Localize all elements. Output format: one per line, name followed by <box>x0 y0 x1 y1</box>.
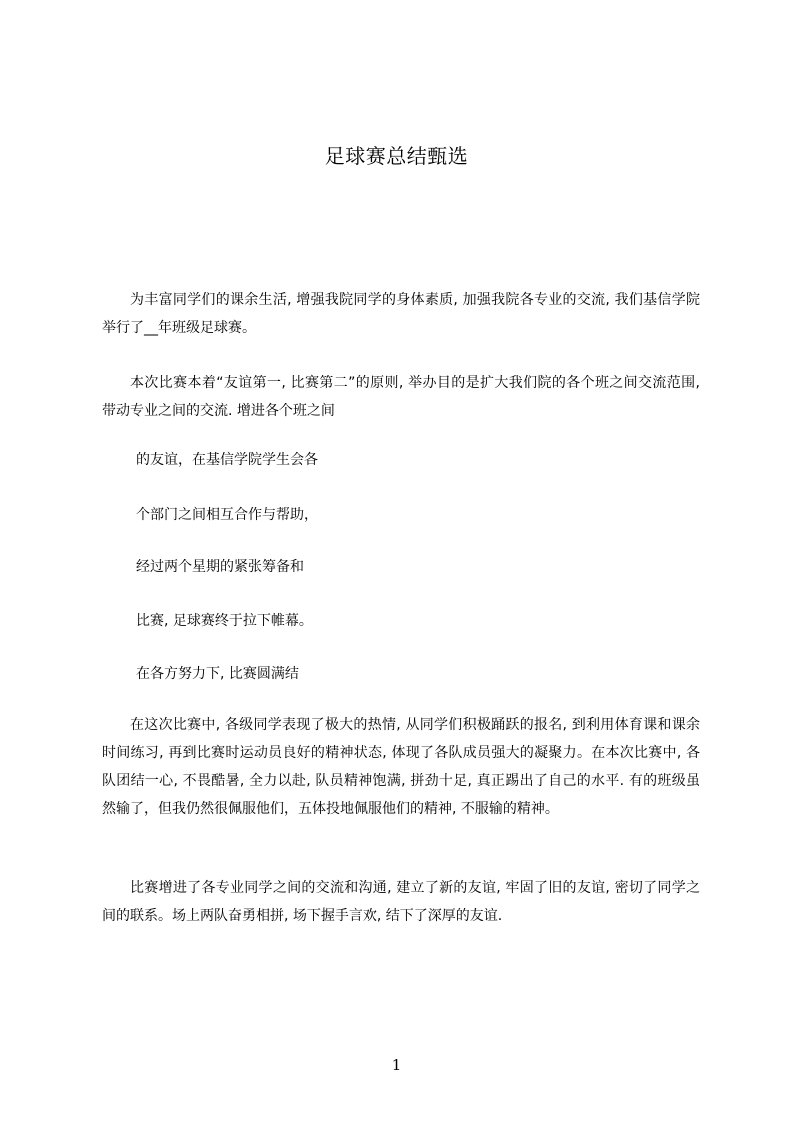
paragraph-principle: 本次比赛本着“友谊第一, 比赛第二”的原则, 举办目的是扩大我们院的各个班之间交流范围, 带动专业之间的交流. 增进各个班之间 <box>102 375 700 419</box>
text-line: 的友谊，在基信学院学生会各 <box>136 452 318 468</box>
text-line: 比赛, 足球赛终于拉下帷幕。 <box>136 613 313 629</box>
paragraph-conclusion: 比赛增进了各专业同学之间的交流和沟通, 建立了新的友谊, 牢固了旧的友谊, 密切了同学之间的联系。场上两队奋勇相拼, 场下握手言欢, 结下了深厚的友谊. <box>102 880 700 924</box>
paragraph-intro: 为丰富同学们的课余生活, 增强我院同学的身体素质, 加强我院各专业的交流, 我们基信学院举行了__年班级足球赛。 <box>102 292 700 336</box>
text-line: 在各方努力下, 比赛圆满结 <box>136 666 299 682</box>
paragraph-match-review: 在这次比赛中, 各级同学表现了极大的热情, 从同学们积极踊跃的报名, 到利用体育课和课余时间练习, 再到比赛时运动员良好的精神状态, 体现了各队成员强大的凝聚力。在本次比赛中, 各队团结一心, 不畏酷暑, 全力以赴, 队员精神饱满, 拼劲十足, 真正踢出了自己的水平. 有的班级虽然输了，但我仍然很佩服他们，五体投地佩服他们的精神, 不服输的精神。 <box>102 717 700 817</box>
document-title: 足球赛总结甄选 <box>324 144 469 168</box>
text-line: 个部门之间相互合作与帮助， <box>136 507 318 523</box>
page-number: 1 <box>391 1056 402 1074</box>
text-line: 经过两个星期的紧张筹备和 <box>136 559 304 575</box>
